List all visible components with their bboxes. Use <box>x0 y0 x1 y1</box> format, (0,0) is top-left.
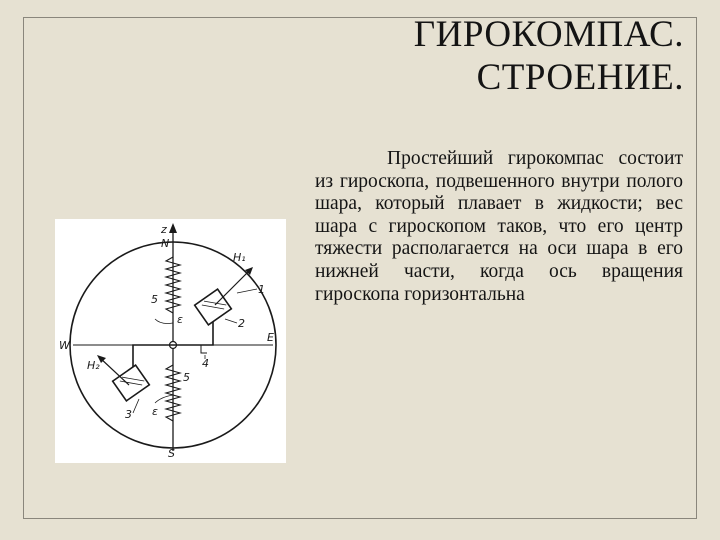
h1-vector <box>215 269 251 305</box>
label-z: z <box>161 223 167 236</box>
label-2: 2 <box>238 317 245 330</box>
gyrocompass-drawing <box>55 219 286 463</box>
label-s: S <box>168 447 175 460</box>
gyrocompass-diagram <box>55 219 286 463</box>
body-paragraph: Простейший гирокомпас состоит из гироскопа, подвешенного внутри полого шара, который плавает в жидкости; вес шара с гироскопом таков, что его центр тяжести располагается на оси шара в его нижней части, когда ось вращения гироскопа горизонтальна <box>315 148 683 305</box>
title-line-1: ГИРОКОМПАС. <box>413 14 684 55</box>
label-epsilon-lower: ε <box>152 405 158 418</box>
label-e-direction: E <box>267 331 274 344</box>
z-arrow-icon <box>169 223 177 233</box>
label-h1: H₁ <box>233 251 246 264</box>
label-1: 1 <box>258 283 265 296</box>
label-4: 4 <box>202 357 209 370</box>
label-h2: H₂ <box>87 359 100 372</box>
title-line-2: СТРОЕНИЕ. <box>476 57 684 98</box>
label-5-lower: 5 <box>183 371 190 384</box>
slide-title <box>414 13 684 99</box>
label-5-upper: 5 <box>151 293 158 306</box>
label-n: N <box>161 237 170 250</box>
label-w: W <box>59 339 70 352</box>
bracket-4 <box>201 345 207 353</box>
label-epsilon-upper: ε <box>177 313 183 326</box>
label-3: 3 <box>125 408 132 421</box>
